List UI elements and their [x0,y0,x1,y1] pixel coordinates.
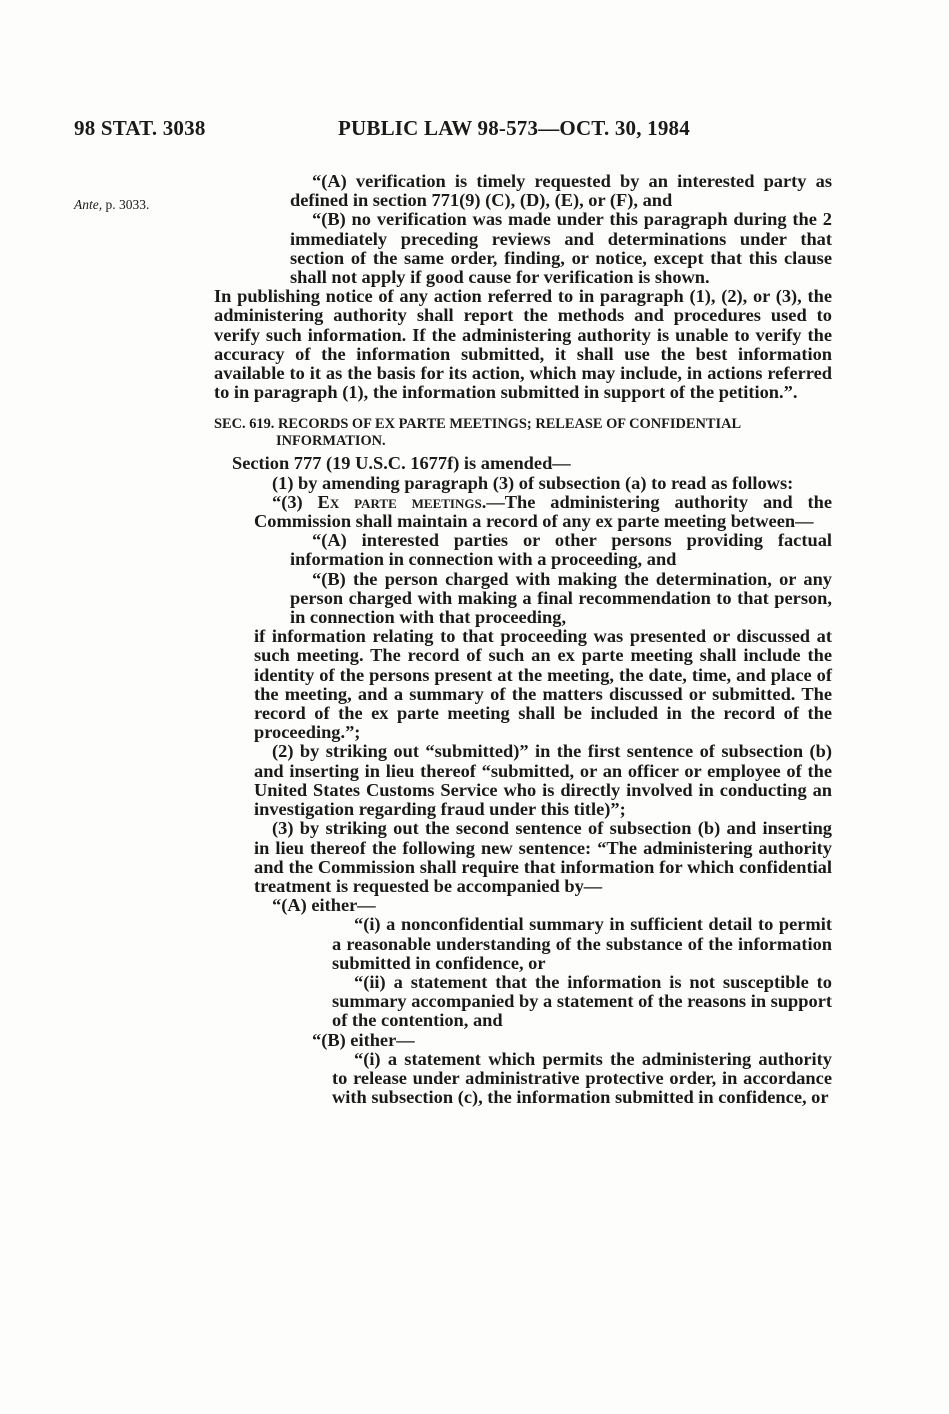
paragraph-either-b-i: “(i) a statement which permits the administering authority to release under administrative protective order, in accordance with subsection (c), the information submitted in confidence, or [332,1048,832,1108]
paragraph-publishing-notice: In publishing notice of any action referred to in paragraph (1), (2), or (3), the administering authority shall report the methods and procedures used to verify such information. If the administering authority is unable to verify the accuracy of the information submitted, it shall use the best information available to it as the basis for its action, which may include, in actions referred to in paragraph (1), the information submitted in support of the petition.”. [214,286,832,403]
paragraph-either-a-ii: “(ii) a statement that the information is not susceptible to summary accompanied by a statement of the reasons in support of the contention, and [332,971,832,1031]
margin-citation-page: p. 3033. [105,197,150,212]
ex-parte-text: .—The administering authority and the Commission shall maintain a record of any ex parte meeting between— [254,491,833,532]
paragraph-ex-parte-a: “(A) interested parties or other persons providing factual information in connection with a proceeding, and [290,530,832,570]
paragraph-either-a-i: “(i) a nonconfidential summary in sufficient detail to permit a reasonable understanding of the substance of the information submitted in confidence, or [332,914,832,973]
paragraph-section-777: Section 777 (19 U.S.C. 1677f) is amended— [232,453,571,474]
paragraph-amend-1: (1) by amending paragraph (3) of subsection (a) to read as follows: [272,472,794,493]
paragraph-ex-parte-meetings [214,493,832,531]
paragraph-verification-a: “(A) verification is timely requested by an interested party as defined in section 771(9) (C), (D), (E), or (F), and [290,171,832,211]
ex-parte-lead: “(3) [272,491,318,512]
paragraph-either-b: “(B) either— [312,1029,415,1050]
ex-parte-heading: Ex parte meetings [317,491,482,512]
running-head: PUBLIC LAW 98-573—OCT. 30, 1984 [338,116,690,140]
paragraph-ex-parte-record: if information relating to that proceeding was presented or discussed at such meeting. The record of such an ex parte meeting shall include the identity of the persons present at the meeting, the date, time, and place of the meeting, and a summary of the matters discussed or submitted. The record of the ex parte meeting shall be included in the record of the proceeding.”; [254,626,832,743]
paragraph-amend-3: (3) by striking out the second sentence of subsection (b) and inserting in lieu thereof the following new sentence: “The administering authority and the Commission shall require that information for which confidential treatment is requested be accompanied by— [254,818,832,896]
section-heading: SEC. 619. RECORDS OF EX PARTE MEETINGS; RELEASE OF CONFIDENTIAL INFORMATION. [214,416,741,450]
margin-citation-italic: Ante, [74,197,103,212]
margin-citation [74,197,149,213]
statute-body [214,172,832,1107]
paragraph-ex-parte-b: “(B) the person charged with making the determination, or any person charged with making a final recommendation to that person, in connection with that proceeding, [290,568,832,628]
paragraph-amend-2: (2) by striking out “submitted)” in the first sentence of subsection (b) and inserting in lieu thereof “submitted, or an officer or employee of the United States Customs Service who is directly involved in conducting an investigation regarding fraud under this title)”; [254,741,832,820]
stat-page-number: 98 STAT. 3038 [74,116,206,140]
paragraph-either-a: “(A) either— [272,895,376,916]
paragraph-verification-b: “(B) no verification was made under this paragraph during the 2 immediately preceding reviews and determinations under that section of the same order, finding, or notice, except that this clause shall not apply if good cause for verification is shown. [290,209,832,288]
